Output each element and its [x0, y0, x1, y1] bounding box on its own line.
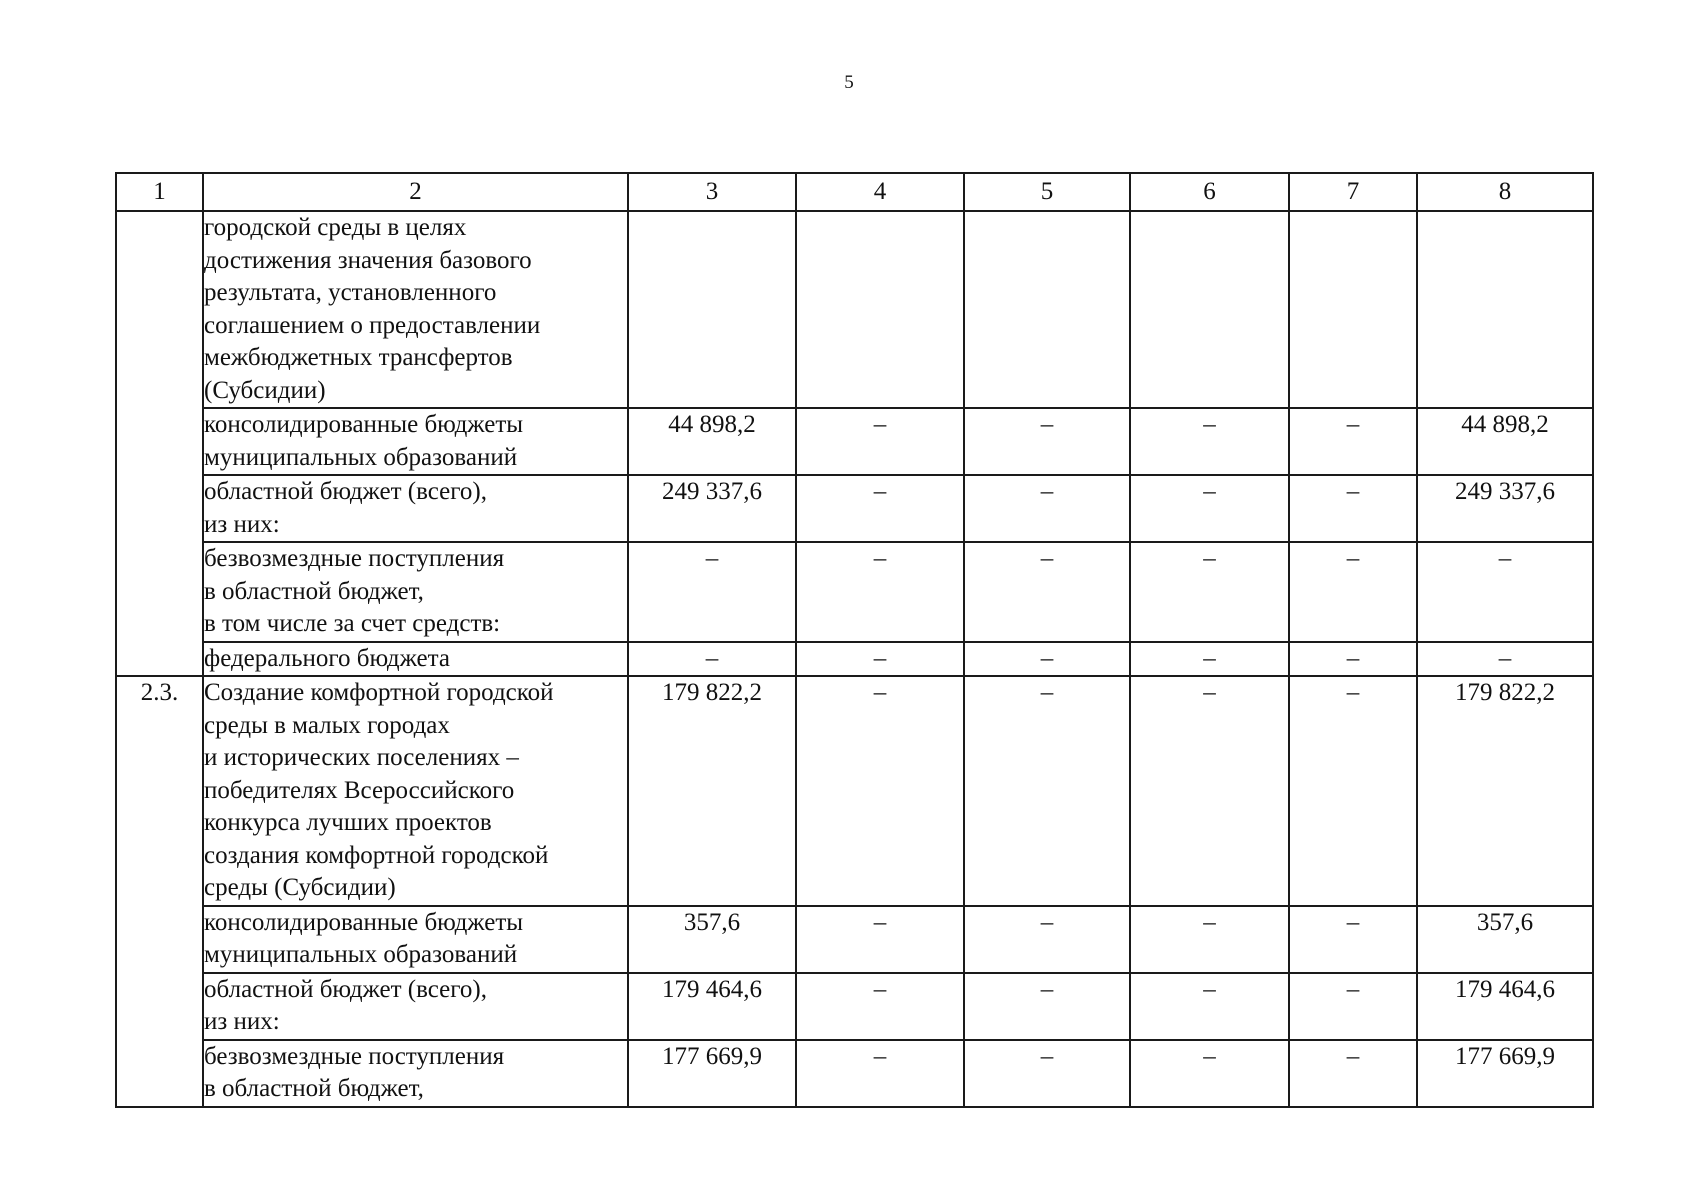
header-row	[116, 173, 1593, 211]
value-cell: –	[1289, 1040, 1417, 1107]
value-cell: –	[1289, 475, 1417, 542]
value-cell: –	[1289, 642, 1417, 677]
value-cell: –	[964, 906, 1130, 973]
row-name-cell: областной бюджет (всего), из них:	[203, 973, 628, 1040]
row-name-cell: Создание комфортной городской среды в малых городах и исторических поселениях – победителях Всероссийского конкурса лучших проектов создания комфортной городской среды (Субсидии)	[203, 676, 628, 906]
column-header: 2	[203, 173, 628, 211]
value-cell: –	[796, 475, 964, 542]
value-cell	[1130, 211, 1289, 408]
value-cell: –	[1289, 973, 1417, 1040]
value-cell: 357,6	[1417, 906, 1593, 973]
value-cell: –	[964, 542, 1130, 642]
value-cell: –	[1130, 906, 1289, 973]
value-cell: –	[1289, 408, 1417, 475]
value-cell: 179 822,2	[1417, 676, 1593, 906]
value-cell	[1417, 211, 1593, 408]
row-index-cell	[116, 211, 203, 676]
value-cell: –	[796, 676, 964, 906]
table-row	[116, 211, 1593, 408]
value-cell: –	[628, 642, 796, 677]
table-row	[116, 676, 1593, 906]
value-cell: –	[964, 973, 1130, 1040]
value-cell: –	[964, 1040, 1130, 1107]
value-cell: –	[964, 676, 1130, 906]
value-cell: 249 337,6	[628, 475, 796, 542]
column-header: 7	[1289, 173, 1417, 211]
value-cell: 357,6	[628, 906, 796, 973]
value-cell: –	[964, 408, 1130, 475]
column-header: 6	[1130, 173, 1289, 211]
value-cell: –	[796, 542, 964, 642]
row-name-cell: городской среды в целях достижения значения базового результата, установленного соглашением о предоставлении межбюджетных трансфертов (Субсидии)	[203, 211, 628, 408]
column-header: 3	[628, 173, 796, 211]
value-cell: –	[1417, 642, 1593, 677]
value-cell: –	[796, 906, 964, 973]
value-cell: 177 669,9	[1417, 1040, 1593, 1107]
value-cell: 44 898,2	[628, 408, 796, 475]
table-row	[116, 906, 1593, 973]
table-row	[116, 973, 1593, 1040]
table-row	[116, 542, 1593, 642]
row-name-cell: консолидированные бюджеты муниципальных образований	[203, 408, 628, 475]
value-cell: –	[1130, 973, 1289, 1040]
value-cell: –	[628, 542, 796, 642]
row-name-cell: безвозмездные поступления в областной бюджет, в том числе за счет средств:	[203, 542, 628, 642]
value-cell: –	[1130, 542, 1289, 642]
column-header: 8	[1417, 173, 1593, 211]
value-cell: –	[964, 642, 1130, 677]
value-cell: –	[1417, 542, 1593, 642]
value-cell: 179 822,2	[628, 676, 796, 906]
value-cell: –	[796, 642, 964, 677]
value-cell	[628, 211, 796, 408]
column-header: 5	[964, 173, 1130, 211]
value-cell: 44 898,2	[1417, 408, 1593, 475]
value-cell: 179 464,6	[628, 973, 796, 1040]
table-row	[116, 475, 1593, 542]
value-cell: 179 464,6	[1417, 973, 1593, 1040]
value-cell: –	[1130, 642, 1289, 677]
page-number: 5	[844, 72, 854, 93]
value-cell: –	[1130, 1040, 1289, 1107]
value-cell	[1289, 211, 1417, 408]
value-cell: –	[796, 1040, 964, 1107]
row-name-cell: безвозмездные поступления в областной бюджет,	[203, 1040, 628, 1107]
column-header: 1	[116, 173, 203, 211]
value-cell: 177 669,9	[628, 1040, 796, 1107]
value-cell: –	[796, 408, 964, 475]
value-cell	[964, 211, 1130, 408]
value-cell: –	[1289, 906, 1417, 973]
table-row	[116, 1040, 1593, 1107]
row-name-cell: федерального бюджета	[203, 642, 628, 677]
value-cell: –	[1289, 542, 1417, 642]
value-cell: –	[1289, 676, 1417, 906]
value-cell	[796, 211, 964, 408]
table-row	[116, 408, 1593, 475]
value-cell: –	[796, 973, 964, 1040]
value-cell: –	[1130, 475, 1289, 542]
column-header: 4	[796, 173, 964, 211]
budget-table	[115, 172, 1594, 1108]
row-name-cell: консолидированные бюджеты муниципальных образований	[203, 906, 628, 973]
value-cell: 249 337,6	[1417, 475, 1593, 542]
value-cell: –	[1130, 408, 1289, 475]
table-row	[116, 642, 1593, 677]
value-cell: –	[964, 475, 1130, 542]
row-name-cell: областной бюджет (всего), из них:	[203, 475, 628, 542]
value-cell: –	[1130, 676, 1289, 906]
row-index-cell: 2.3.	[116, 676, 203, 1107]
